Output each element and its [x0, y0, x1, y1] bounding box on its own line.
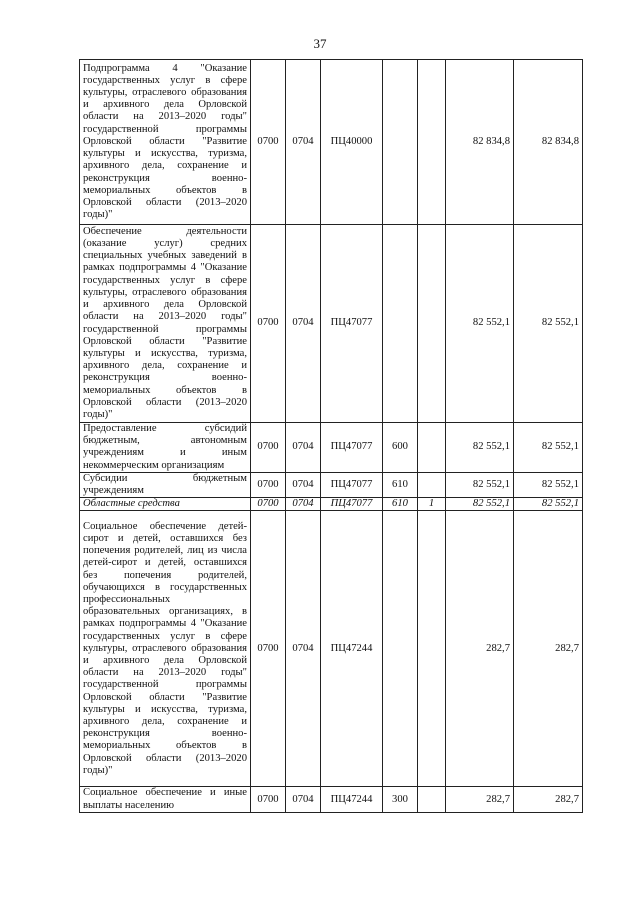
expense-type-code: 610: [383, 472, 418, 497]
amount-year-2: 82 552,1: [514, 423, 583, 473]
target-article-code: ПЦ47244: [321, 787, 383, 812]
table-row: [80, 511, 583, 787]
funding-source-code: [418, 787, 446, 812]
amount-year-1: 82 552,1: [446, 225, 514, 423]
table-row: [80, 225, 583, 423]
section-code: 0700: [251, 423, 286, 473]
subsection-code: 0704: [286, 787, 321, 812]
amount-year-2: 82 552,1: [514, 472, 583, 497]
subsection-code: 0704: [286, 498, 321, 511]
page-number: 37: [313, 36, 327, 51]
target-article-code: ПЦ47077: [321, 472, 383, 497]
table-row: [80, 787, 583, 812]
amount-year-2: 82 834,8: [514, 60, 583, 225]
funding-source-code: 1: [418, 498, 446, 511]
funding-source-code: [418, 472, 446, 497]
amount-year-1: 282,7: [446, 511, 514, 787]
amount-year-2: 282,7: [514, 787, 583, 812]
section-code: 0700: [251, 498, 286, 511]
amount-year-1: 82 552,1: [446, 423, 514, 473]
amount-year-1: 82 552,1: [446, 472, 514, 497]
table-row: [80, 472, 583, 497]
target-article-code: ПЦ47077: [321, 423, 383, 473]
row-description: Социальное обеспечение и иные выплаты населению: [80, 787, 251, 812]
expense-type-code: 610: [383, 498, 418, 511]
row-description: Субсидии бюджетным учреждениям: [80, 472, 251, 497]
section-code: 0700: [251, 787, 286, 812]
expense-type-code: [383, 60, 418, 225]
funding-source-code: [418, 511, 446, 787]
target-article-code: ПЦ47077: [321, 225, 383, 423]
section-code: 0700: [251, 472, 286, 497]
row-description: Обеспечение деятельности (оказание услуг) средних специальных учебных заведений в рамках подпрограммы 4 "Оказание государственных услуг в сфере культуры, отраслевого образования и архивного дела Орловской области на 2013–2020 годы" государственной программы Орловской области "Развитие культуры и искусства, туризма, архивного дела, сохранение и реконструкция военно-мемориальных объектов в Орловской области (2013–2020 годы)": [80, 225, 251, 423]
subsection-code: 0704: [286, 225, 321, 423]
target-article-code: ПЦ47077: [321, 498, 383, 511]
section-code: 0700: [251, 225, 286, 423]
subsection-code: 0704: [286, 511, 321, 787]
target-article-code: ПЦ47244: [321, 511, 383, 787]
subsection-code: 0704: [286, 60, 321, 225]
section-code: 0700: [251, 60, 286, 225]
funding-source-code: [418, 423, 446, 473]
row-description: Социальное обеспечение детей-сирот и детей, оставшихся без попечения родителей, лиц из числа детей-сирот и детей, оставшихся без попечения родителей, обучающихся в государственных профессиональных образовательных организациях, в рамках подпрограммы 4 "Оказание государственных услуг в сфере культуры, отраслевого образования и архивного дела Орловской области на 2013–2020 годы" государственной программы Орловской области "Развитие культуры и искусства, туризма, архивного дела, сохранение и реконструкция военно-мемориальных объектов в Орловской области (2013–2020 годы)": [80, 511, 251, 787]
funding-source-code: [418, 225, 446, 423]
row-description: Предоставление субсидий бюджетным, автономным учреждениям и иным некоммерческим организациям: [80, 423, 251, 473]
subsection-code: 0704: [286, 423, 321, 473]
expense-type-code: [383, 225, 418, 423]
expense-type-code: 600: [383, 423, 418, 473]
expense-type-code: 300: [383, 787, 418, 812]
amount-year-2: 282,7: [514, 511, 583, 787]
amount-year-1: 82 552,1: [446, 498, 514, 511]
section-code: 0700: [251, 511, 286, 787]
amount-year-1: 282,7: [446, 787, 514, 812]
budget-table: [79, 59, 583, 813]
expense-type-code: [383, 511, 418, 787]
subsection-code: 0704: [286, 472, 321, 497]
funding-source-code: [418, 60, 446, 225]
amount-year-1: 82 834,8: [446, 60, 514, 225]
row-description: Подпрограмма 4 "Оказание государственных услуг в сфере культуры, отраслевого образования и архивного дела Орловской области на 2013–2020 годы" государственной программы Орловской области "Развитие культуры и искусства, туризма, архивного дела, сохранение и реконструкция военно-мемориальных объектов в Орловской области (2013–2020 годы)": [80, 60, 251, 225]
table-row: [80, 498, 583, 511]
target-article-code: ПЦ40000: [321, 60, 383, 225]
amount-year-2: 82 552,1: [514, 225, 583, 423]
amount-year-2: 82 552,1: [514, 498, 583, 511]
table-row: [80, 423, 583, 473]
table-row: [80, 60, 583, 225]
row-description: Областные средства: [80, 498, 251, 511]
